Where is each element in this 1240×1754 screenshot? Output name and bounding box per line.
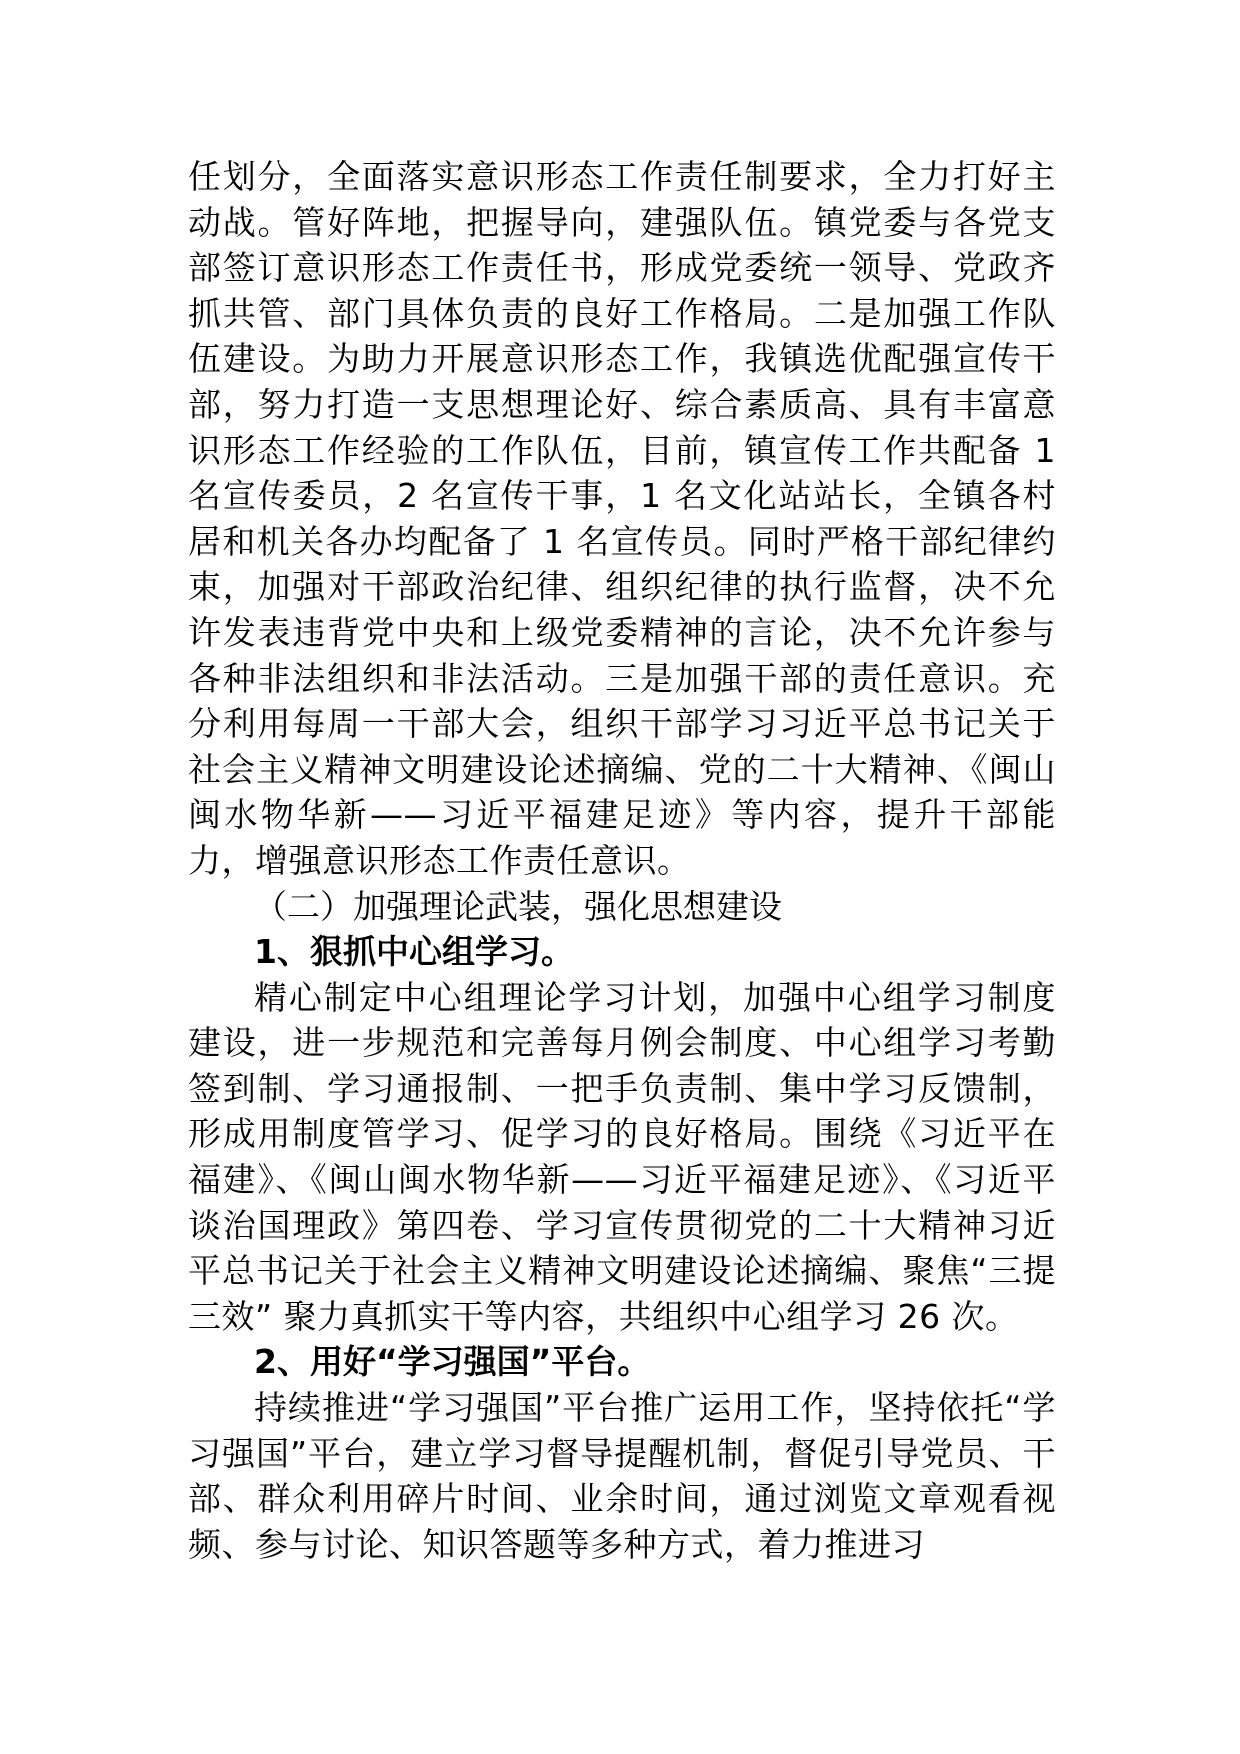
section-heading-theory: （二）加强理论武装，强化思想建设	[254, 886, 782, 926]
paragraph-xuexi-platform: 持续推进“学习强国”平台推广运用工作，坚持依托“学习强国”平台，建立学习督导提醒机制，督促引导党员、干部、群众利用碎片时间、业余时间，通过浏览文章观看视频、参与讨论、知识答题等多种方式，着力推进习	[188, 1388, 1056, 1564]
item-heading-xuexi-platform: 2、用好“学习强国”平台。	[254, 1342, 651, 1382]
paragraph-central-group-study: 精心制定中心组理论学习计划，加强中心组学习制度建设，进一步规范和完善每月例会制度、中心组学习考勤签到制、学习通报制、一把手负责制、集中学习反馈制，形成用制度管学习、促学习的良好格局。围绕《习近平在福建》、《闽山闽水物华新——习近平福建足迹》、《习近平谈治国理政》第四卷、学习宣传贯彻党的二十大精神习近平总书记关于社会主义精神文明建设论述摘编、聚焦“三提三效” 聚力真抓实干等内容，共组织中心组学习 26 次。	[188, 977, 1056, 1336]
paragraph-responsibility: 任划分，全面落实意识形态工作责任制要求，全力打好主动战。管好阵地，把握导向，建强队伍。镇党委与各党支部签订意识形态工作责任书，形成党委统一领导、党政齐抓共管、部门具体负责的良好工作格局。二是加强工作队伍建设。为助力开展意识形态工作，我镇选优配强宣传干部，努力打造一支思想理论好、综合素质高、具有丰富意识形态工作经验的工作队伍，目前，镇宣传工作共配备 1 名宣传委员，2 名宣传干事，1 名文化站站长，全镇各村居和机关各办均配备了 1 名宣传员。同时严格干部纪律约束，加强对干部政治纪律、组织纪律的执行监督，决不允许发表违背党中央和上级党委精神的言论，决不允许参与各种非法组织和非法活动。三是加强干部的责任意识。充分利用每周一干部大会，组织干部学习习近平总书记关于社会主义精神文明建设论述摘编、党的二十大精神、《闽山闽水物华新——习近平福建足迹》等内容，提升干部能力，增强意识形态工作责任意识。	[188, 157, 1056, 880]
document-body	[188, 154, 1056, 1567]
item-heading-central-group-study: 1、狠抓中心组学习。	[254, 932, 574, 972]
